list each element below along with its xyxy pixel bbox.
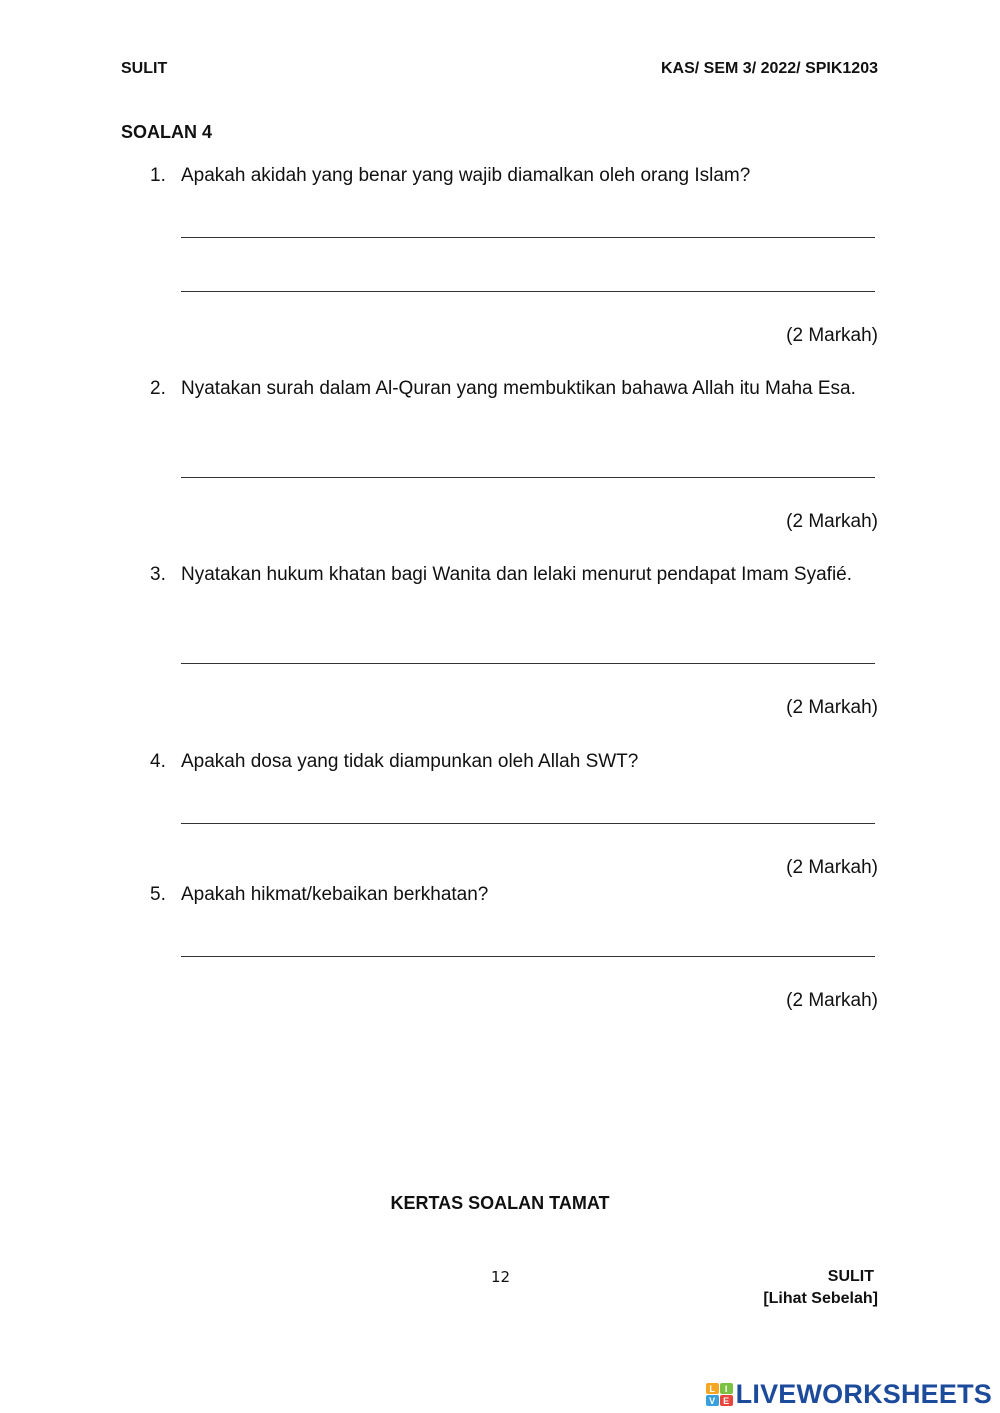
section-title: SOALAN 4 xyxy=(121,122,213,142)
question-number: 3. xyxy=(150,564,166,585)
question-text: Nyatakan surah dalam Al-Quran yang membuktikan bahawa Allah itu Maha Esa. xyxy=(181,378,856,399)
question-number: 5. xyxy=(150,884,166,905)
answer-line[interactable] xyxy=(181,291,875,292)
marks-label: (2 Markah) xyxy=(786,325,878,346)
header-right: KAS/ SEM 3/ 2022/ SPIK1203 xyxy=(661,60,878,77)
live-badge-icon: L I V E xyxy=(706,1383,733,1406)
question-number: 2. xyxy=(150,378,166,399)
marks-label: (2 Markah) xyxy=(786,857,878,878)
liveworksheets-logo xyxy=(706,1379,992,1410)
answer-line[interactable] xyxy=(181,477,875,478)
answer-line[interactable] xyxy=(181,956,875,957)
question-number: 1. xyxy=(150,165,166,186)
header-left: SULIT xyxy=(121,60,168,77)
question-text: Nyatakan hukum khatan bagi Wanita dan lelaki menurut pendapat Imam Syafié. xyxy=(181,564,853,585)
marks-label: (2 Markah) xyxy=(786,990,878,1011)
question-number: 4. xyxy=(150,751,166,772)
answer-line[interactable] xyxy=(181,237,875,238)
question-text: Apakah dosa yang tidak diampunkan oleh Allah SWT? xyxy=(181,751,639,772)
question-text: Apakah hikmat/kebaikan berkhatan? xyxy=(181,884,489,905)
logo-text: LIVEWORKSHEETS xyxy=(735,1379,992,1409)
marks-label: (2 Markah) xyxy=(786,697,878,718)
answer-line[interactable] xyxy=(181,663,875,664)
end-of-paper-text: KERTAS SOALAN TAMAT xyxy=(390,1193,610,1213)
footer-lihat-sebelah: [Lihat Sebelah] xyxy=(763,1290,878,1307)
answer-line[interactable] xyxy=(181,823,875,824)
footer-sulit: SULIT xyxy=(827,1268,874,1285)
question-text: Apakah akidah yang benar yang wajib diamalkan oleh orang Islam? xyxy=(181,165,751,186)
page-number: 12 xyxy=(491,1268,511,1286)
marks-label: (2 Markah) xyxy=(786,511,878,532)
